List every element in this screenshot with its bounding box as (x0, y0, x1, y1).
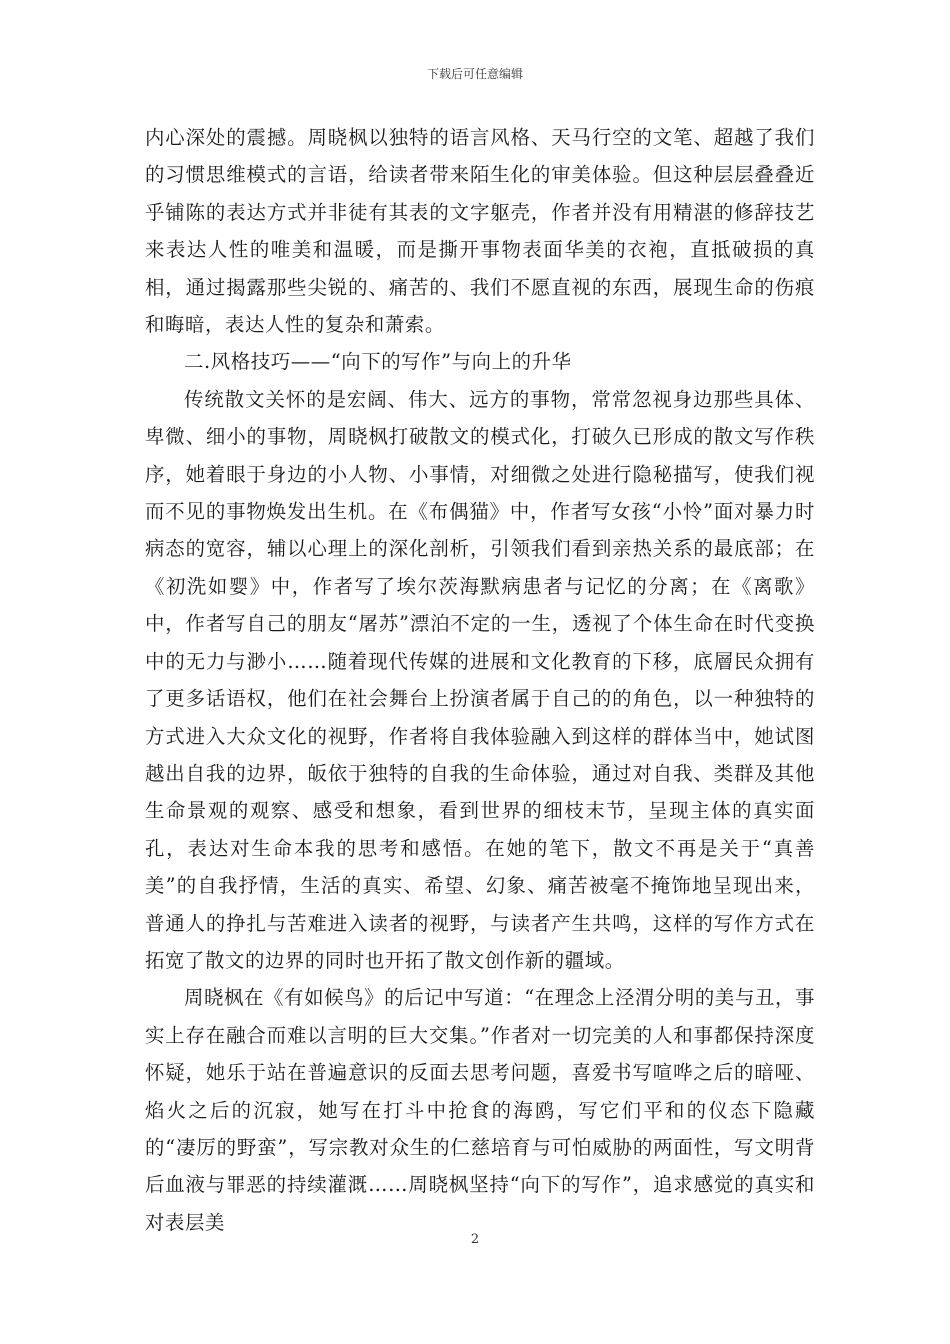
paragraph: 传统散文关怀的是宏阔、伟大、远方的事物，常常忽视身边那些具体、卑微、细小的事物，周晓枫打破散文的模式化，打破久已形成的散文写作秩序，她着眼于身边的小人物、小事情，对细微之处进行隐秘描写，使我们视而不见的事物焕发出生机。在《布偶猫》中，作者写女孩“小怜”面对暴力时病态的宽容，辅以心理上的深化剖析，引领我们看到亲热关系的最底部；在《初洗如婴》中，作者写了埃尔茨海默病患者与记忆的分离；在《离歌》中，作者写自己的朋友“屠苏”漂泊不定的一生，透视了个体生命在时代变换中的无力与渺小……随着现代传媒的进展和文化教育的下移，底層民众拥有了更多话语权，他们在社会舞台上扮演者属于自己的的角色，以一种独特的方式进入大众文化的视野，作者将自我体验融入到这样的群体当中，她试图越出自我的边界，皈依于独特的自我的生命体验，通过对自我、类群及其他生命景观的观察、感受和想象，看到世界的细枝末节，呈现主体的真实面孔，表达对生命本我的思考和感悟。在她的笔下，散文不再是关于“真善美”的自我抒情，生活的真实、希望、幻象、痛苦被毫不掩饰地呈现出来，普通人的挣扎与苦难进入读者的视野，与读者产生共鸣，这样的写作方式在拓宽了散文的边界的同时也开拓了散文创作新的疆域。 (145, 387, 815, 972)
paragraph-continuation: 内心深处的震撼。周晓枫以独特的语言风格、天马行空的文笔、超越了我们的习惯思维模式的言语，给读者带来陌生化的审美体验。但这种层层叠叠近乎铺陈的表达方式并非徒有其表的文字躯壳，作者并没有用精湛的修辞技艺来表达人性的唯美和温暖，而是撕开事物表面华美的衣袍，直抵破损的真相，通过揭露那些尖锐的、痛苦的、我们不愿直视的东西，展现生命的伤痕和晦暗，表达人性的复杂和萧索。 (145, 126, 815, 337)
page-header: 下载后可任意编辑 (426, 67, 523, 81)
document-body (145, 119, 815, 1241)
paragraph: 周晓枫在《有如候鸟》的后记中写道：“在理念上泾渭分明的美与丑，事实上存在融合而难以言明的巨大交集。”作者对一切完美的人和事都保持深度怀疑，她乐于站在普遍意识的反面去思考问题，喜爱书写喧哗之后的暗哑、焰火之后的沉寂，她写在打斗中抢食的海鸥，写它们平和的仪态下隐藏的“凄厉的野蛮”，写宗教对众生的仁慈培育与可怕威胁的两面性，写文明背后血液与罪恶的持续灌溉……周晓枫坚持“向下的写作”，追求感觉的真实和对表层美 (145, 986, 815, 1234)
section-heading: 二.风格技巧——“向下的写作”与向上的升华 (184, 350, 572, 374)
page-number: 2 (470, 1232, 480, 1247)
